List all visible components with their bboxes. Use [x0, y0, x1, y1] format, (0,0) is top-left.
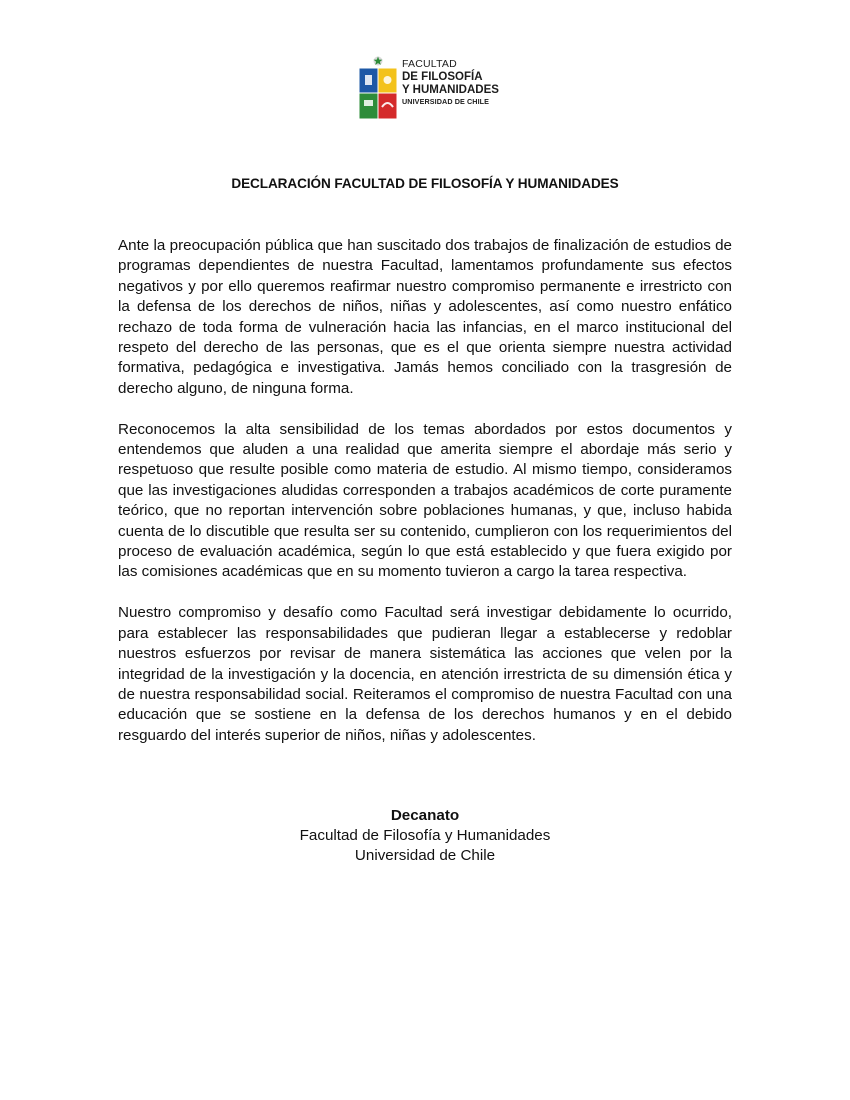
university-crest-icon	[358, 55, 398, 125]
signature-office: Decanato	[390, 807, 460, 824]
paragraph-2: Reconocemos la alta sensibilidad de los temas abordados por estos documentos y entendemos que aluden a una realidad que amerita siempre el abordaje más serio y respetuoso que resulte posible como materia de estudio. Al mismo tiempo, consideramos que las investigaciones aludidas corresponden a trabajos académicos de corte puramente teórico, que no reportan intervención sobre poblaciones humanas, y que, incluso habida cuenta de lo discutible que resulta ser su contenido, cumplieron con los requerimientos del proceso de evaluación académica, según lo que está establecido y que fuera exigido por las comisiones académicas que en su momento tuvieron a cargo la tarea respectiva.	[118, 420, 732, 581]
paragraph-3: Nuestro compromiso y desafío como Facultad será investigar debidamente lo ocurrido, para establecer las responsabilidades que pudieran llegar a establecerse y redoblar nuestros esfuerzos por revisar de manera sistemática las acciones que velen por la integridad de la investigación y la docencia, en atención irrestricta de su dimensión ética y de nuestra responsabilidad social. Reiteramos el compromiso de nuestra Facultad con una educación que se sostiene en la defensa de los derechos humanos y en el debido resguardo del interés superior de niños, niñas y adolescentes.	[118, 604, 732, 744]
logo-line-humanidades: Y HUMANIDADES	[402, 83, 499, 96]
logo-line-filosofia: DE FILOSOFÍA	[402, 70, 483, 83]
signature-university: Universidad de Chile	[354, 847, 496, 864]
document-title: DECLARACIÓN FACULTAD DE FILOSOFÍA Y HUMANIDADES	[231, 176, 619, 191]
logo-line-facultad: FACULTAD	[402, 58, 457, 70]
document-body	[118, 236, 732, 767]
signature-faculty: Facultad de Filosofía y Humanidades	[299, 827, 551, 844]
faculty-logo	[358, 55, 498, 125]
logo-line-universidad: UNIVERSIDAD DE CHILE	[402, 96, 490, 106]
paragraph-1: Ante la preocupación pública que han suscitado dos trabajos de finalización de estudios de programas dependientes de nuestra Facultad, lamentamos profundamente sus efectos negativos y por ello queremos reafirmar nuestro compromiso permanente e irrestricto con la defensa de los derechos de niños, niñas y adolescentes, así como nuestro enfático rechazo de toda forma de vulneración hacia las infancias, en el marco institucional del respeto del derecho de las personas, que es el que orienta siempre nuestra actividad formativa, pedagógica e investigativa. Jamás hemos conciliado con la trasgresión de derecho alguno, de ninguna forma.	[118, 237, 732, 397]
logo-wordmark	[402, 59, 502, 106]
signature-block	[0, 806, 850, 866]
